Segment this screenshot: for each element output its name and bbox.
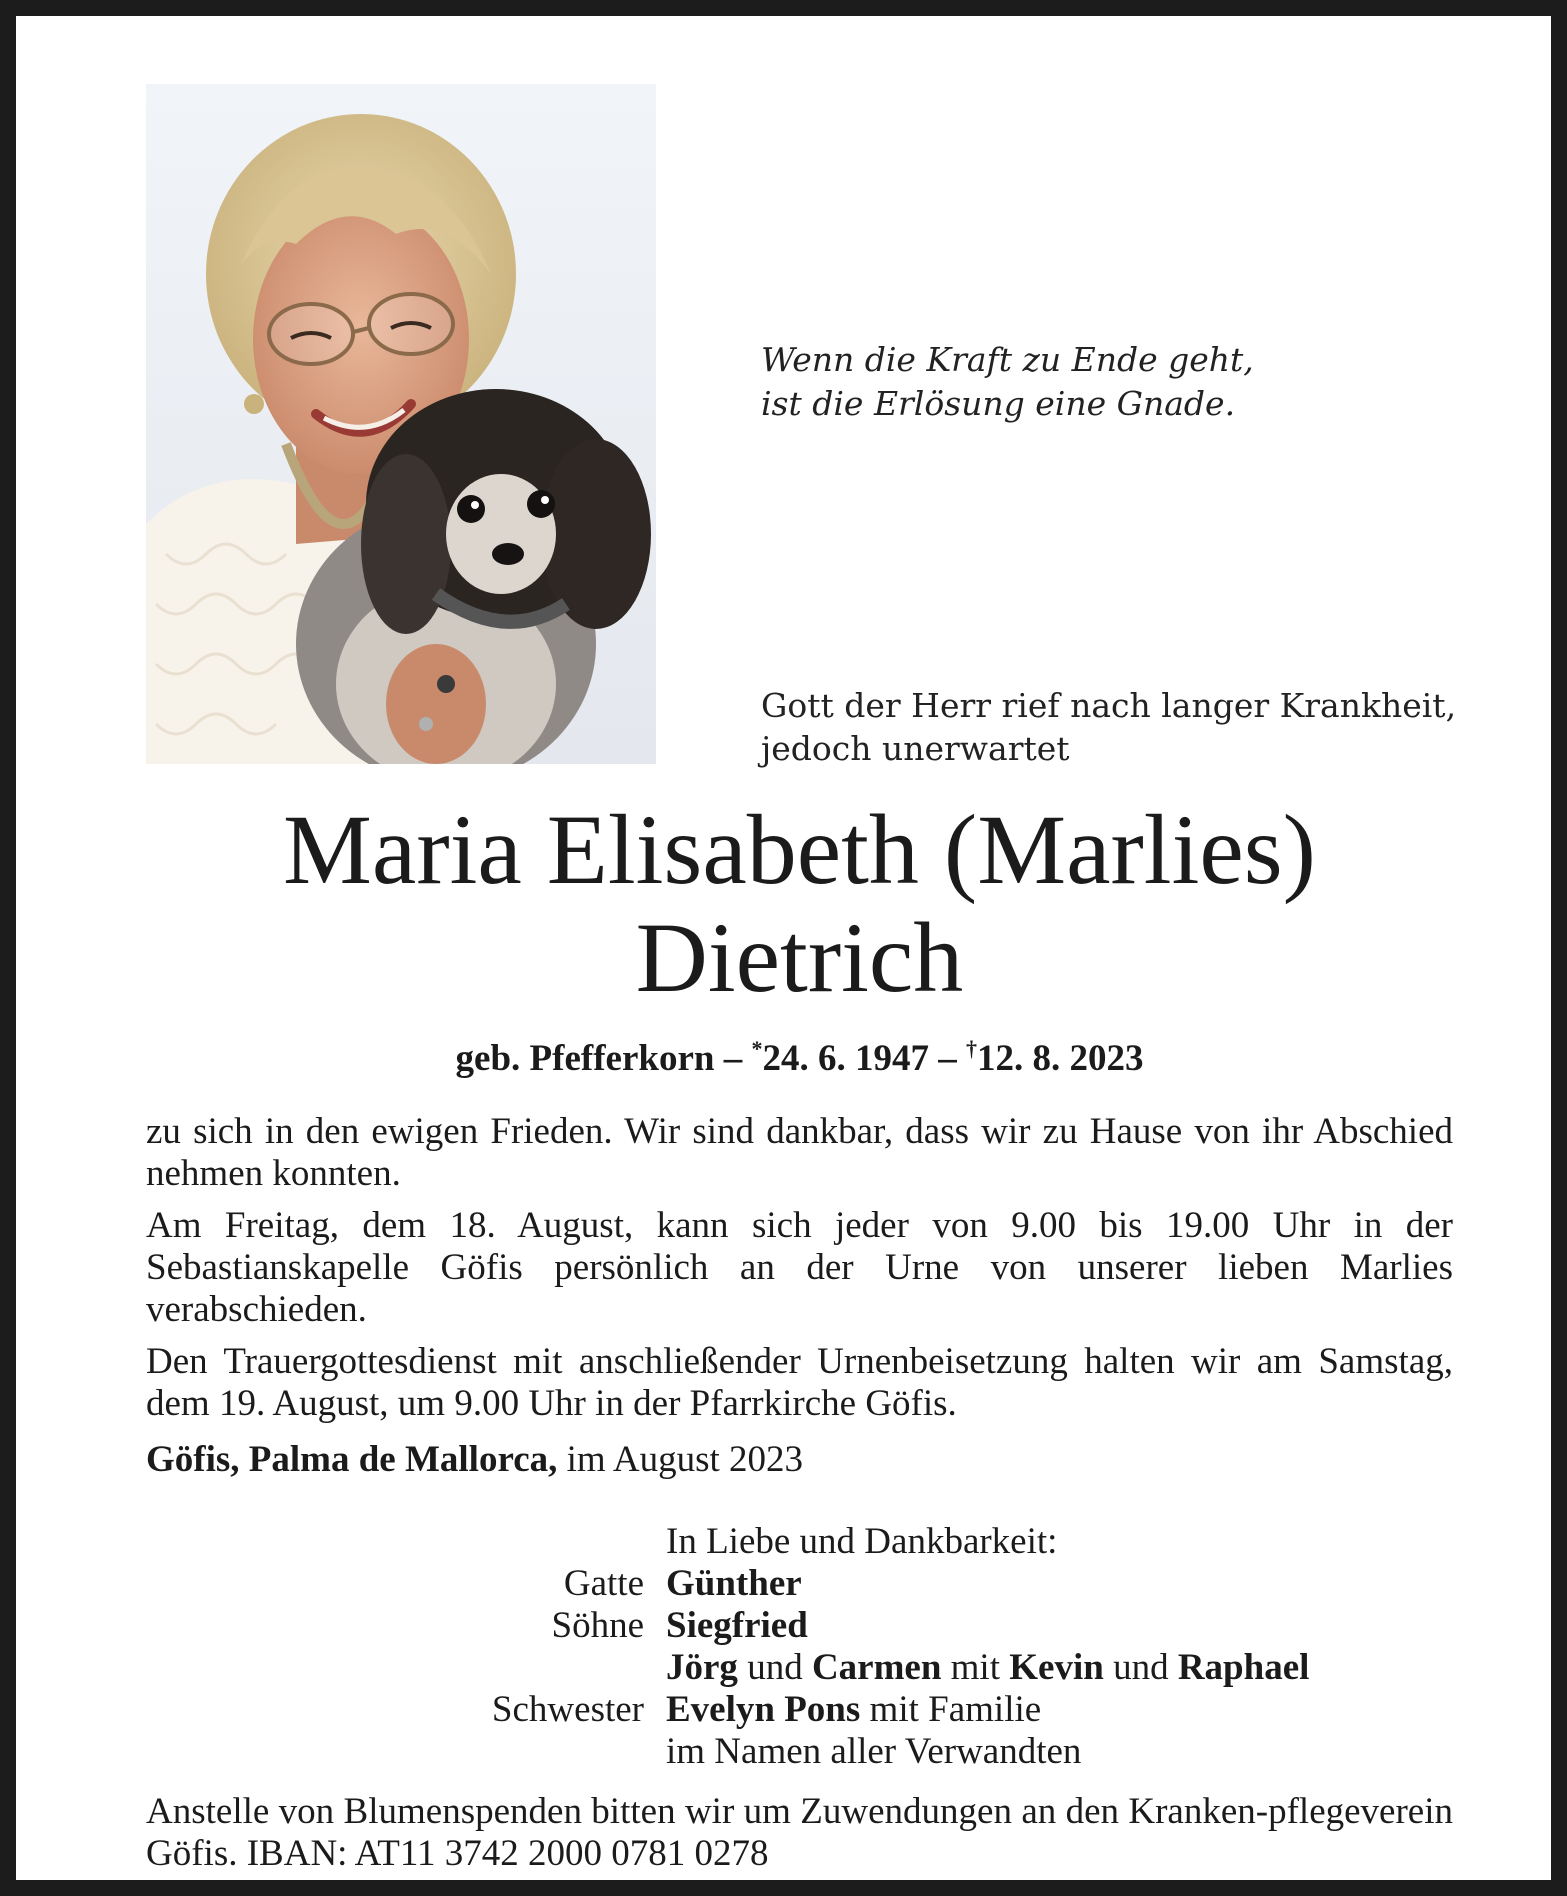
place-and-date — [146, 1439, 1453, 1481]
body-paragraph-2: Am Freitag, dem 18. August, kann sich jeder von 9.00 bis 19.00 Uhr in der Sebastianskapelle Göfis persönlich an der Urne von unserer lieben Marlies verabschieden. — [146, 1205, 1453, 1330]
connector-text: mit Familie — [860, 1689, 1042, 1730]
mourner-names — [666, 1605, 1453, 1647]
date-text: im August 2023 — [557, 1439, 804, 1480]
mourner-role: Gatte — [563, 1563, 644, 1604]
dash-separator: – — [723, 1038, 743, 1079]
intro-line-2: jedoch unerwartet — [761, 729, 1070, 768]
intro-text — [761, 684, 1456, 770]
mourner-name: Raphael — [1177, 1647, 1310, 1688]
announcement-body — [146, 1111, 1453, 1491]
birth-date: 24. 6. 1947 — [762, 1038, 929, 1079]
motto-line-1: Wenn die Kraft zu Ende geht, — [761, 340, 1254, 379]
mourner-row — [146, 1605, 1453, 1647]
place-names: Göfis, Palma de Mallorca, — [146, 1439, 558, 1480]
mourner-role: Schwester — [491, 1689, 644, 1730]
death-symbol: † — [965, 1036, 977, 1061]
mourner-role — [146, 1731, 666, 1773]
mourners-heading: In Liebe und Dankbarkeit: — [666, 1521, 1058, 1562]
mourner-name: Kevin — [1009, 1647, 1104, 1688]
body-paragraph-3: Den Trauergottesdienst mit anschließender Urnenbeisetzung halten wir am Samstag, dem 19. August, um 9.00 Uhr in der Pfarrkirche Göfis. — [146, 1341, 1453, 1424]
connector-text: und — [1103, 1647, 1178, 1688]
mourner-row — [146, 1731, 1453, 1773]
donation-note — [146, 1791, 1453, 1875]
portrait-photo-icon — [146, 84, 656, 764]
mourner-name: Jörg — [666, 1647, 738, 1688]
mourner-name: Carmen — [811, 1647, 942, 1688]
birth-symbol: * — [751, 1036, 763, 1061]
connector-text: und — [737, 1647, 812, 1688]
motto-quote — [761, 338, 1254, 426]
mourner-row — [146, 1563, 1453, 1605]
mourners-heading-row — [146, 1521, 1453, 1563]
mourner-name: Evelyn Pons — [666, 1689, 861, 1730]
mourner-names — [666, 1647, 1453, 1689]
maiden-name: geb. Pfefferkorn — [455, 1038, 715, 1079]
portrait-photo — [146, 84, 656, 764]
deceased-name — [146, 796, 1453, 1012]
intro-line-1: Gott der Herr rief nach langer Krankheit, — [761, 686, 1457, 725]
mourner-role — [146, 1647, 666, 1689]
connector-text: im Namen aller Verwandten — [666, 1731, 1082, 1772]
mourners-list — [146, 1521, 1453, 1773]
dash-separator: – — [938, 1038, 957, 1079]
motto-line-2: ist die Erlösung eine Gnade. — [761, 384, 1236, 423]
mourner-names — [666, 1731, 1453, 1773]
mourner-names — [666, 1689, 1453, 1731]
life-dates — [146, 1036, 1453, 1080]
connector-text: mit — [941, 1647, 1010, 1688]
name-line-2: Dietrich — [635, 902, 964, 1013]
mourner-role: Söhne — [551, 1605, 644, 1646]
mourner-row — [146, 1689, 1453, 1731]
body-paragraph-1: zu sich in den ewigen Frieden. Wir sind dankbar, dass wir zu Hause von ihr Abschied nehmen konnten. — [146, 1111, 1453, 1194]
mourner-row — [146, 1647, 1453, 1689]
mourner-name: Siegfried — [666, 1605, 808, 1646]
name-line-1: Maria Elisabeth (Marlies) — [283, 794, 1316, 905]
death-date: 12. 8. 2023 — [976, 1038, 1144, 1079]
donation-text: Anstelle von Blumenspenden bitten wir um Zuwendungen an den Kranken-pflegeverein Göfis. IBAN: AT11 3742 2000 0781 0278 — [146, 1791, 1453, 1874]
mourner-name: Günther — [666, 1563, 802, 1604]
mourner-names — [666, 1563, 1453, 1605]
